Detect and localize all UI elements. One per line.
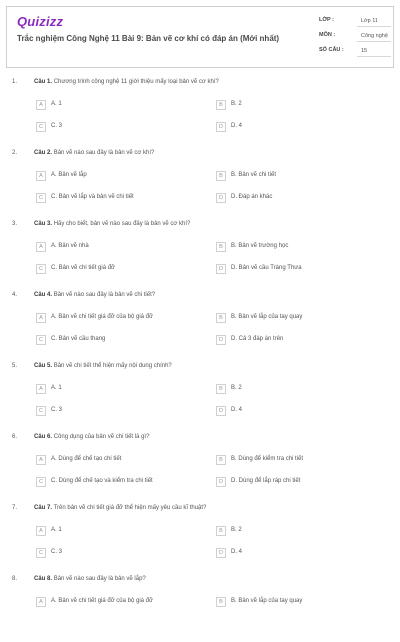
option-letter-box: C bbox=[36, 122, 46, 132]
option-text: D. 4 bbox=[231, 123, 243, 129]
option-letter-box: C bbox=[36, 477, 46, 487]
option-letter-box: B bbox=[216, 455, 226, 465]
option-text: A. Bản vẽ chi tiết giá đỡ của bộ giá đỡ bbox=[51, 314, 153, 320]
question-text bbox=[34, 221, 374, 227]
option-text: B. Bản vẽ trường học bbox=[231, 243, 289, 249]
option-text: D. Dùng để lắp ráp chi tiết bbox=[231, 478, 301, 484]
question-text bbox=[34, 79, 374, 85]
option-text: C. 3 bbox=[51, 549, 63, 555]
option-text: C. 3 bbox=[51, 123, 63, 129]
option-text: D. Cả 3 đáp án trên bbox=[231, 336, 284, 342]
option-text: B. Bản vẽ chi tiết bbox=[231, 172, 277, 178]
option-text: A. 1 bbox=[51, 527, 62, 533]
question-label: Câu 3. bbox=[34, 221, 53, 227]
meta-label: MÔN : bbox=[319, 32, 336, 38]
option-letter-box: B bbox=[216, 526, 226, 536]
option-text: A. Dùng để chế tạo chi tiết bbox=[51, 456, 122, 462]
question-number: 7. bbox=[12, 505, 18, 511]
option-text: D. Đáp án khác bbox=[231, 194, 273, 200]
option-letter-box: A bbox=[36, 455, 46, 465]
question-label: Câu 6. bbox=[34, 434, 53, 440]
question-body: Công dụng của bản vẽ chi tiết là gì? bbox=[53, 434, 150, 440]
question-body: Bản vẽ nào sau đây là bản vẽ cơ khí? bbox=[53, 150, 155, 156]
question-text bbox=[34, 363, 374, 369]
option-text: D. 4 bbox=[231, 549, 243, 555]
question-number: 1. bbox=[12, 79, 18, 85]
option-letter-box: B bbox=[216, 171, 226, 181]
question-text bbox=[34, 505, 374, 511]
question-body: Chương trình công nghệ 11 giới thiệu mấy loại bản vẽ cơ khí? bbox=[53, 79, 219, 85]
meta-value-class: Lớp 11 bbox=[357, 16, 391, 27]
option-letter-box: D bbox=[216, 406, 226, 416]
question-label: Câu 4. bbox=[34, 292, 53, 298]
option-letter-box: D bbox=[216, 335, 226, 345]
option-letter-box: D bbox=[216, 477, 226, 487]
option-text: A. Bản vẽ nhà bbox=[51, 243, 89, 249]
option-text: C. Dùng để chế tạo và kiểm tra chi tiết bbox=[51, 478, 153, 484]
option-letter-box: A bbox=[36, 597, 46, 607]
meta-row-class bbox=[319, 15, 391, 30]
option-text: B. 2 bbox=[231, 385, 242, 391]
option-text: B. Bản vẽ lắp của tay quay bbox=[231, 598, 303, 604]
option-letter-box: B bbox=[216, 384, 226, 394]
option-letter-box: C bbox=[36, 264, 46, 274]
option-text: C. Bản vẽ chi tiết giá đỡ bbox=[51, 265, 115, 271]
question-list bbox=[0, 74, 400, 642]
meta-label: LỚP : bbox=[319, 17, 334, 23]
question-item bbox=[0, 429, 400, 500]
option-letter-box: A bbox=[36, 526, 46, 536]
question-text bbox=[34, 434, 374, 440]
option-text: A. 1 bbox=[51, 385, 62, 391]
question-item bbox=[0, 216, 400, 287]
option-text: D. 4 bbox=[231, 407, 243, 413]
option-letter-box: A bbox=[36, 384, 46, 394]
meta-row-subject bbox=[319, 30, 391, 45]
option-text: C. Bản vẽ cầu thang bbox=[51, 336, 106, 342]
option-letter-box: B bbox=[216, 313, 226, 323]
option-letter-box: D bbox=[216, 122, 226, 132]
option-text: C. 3 bbox=[51, 407, 63, 413]
question-body: Bản vẽ chi tiết thể hiện mấy nội dung chính? bbox=[53, 363, 172, 369]
question-number: 6. bbox=[12, 434, 18, 440]
document-header bbox=[6, 6, 394, 68]
question-label: Câu 5. bbox=[34, 363, 53, 369]
question-text bbox=[34, 576, 374, 582]
option-letter-box: C bbox=[36, 335, 46, 345]
option-text: D. Bản vẽ cầu Tràng Thưa bbox=[231, 265, 302, 271]
question-body: Bản vẽ nào sau đây là bản vẽ chi tiết? bbox=[53, 292, 156, 298]
question-item bbox=[0, 500, 400, 571]
option-letter-box: B bbox=[216, 100, 226, 110]
option-letter-box: C bbox=[36, 193, 46, 203]
question-text bbox=[34, 150, 374, 156]
option-text: B. 2 bbox=[231, 527, 242, 533]
option-letter-box: D bbox=[216, 264, 226, 274]
question-body: Bản vẽ nào sau đây là bản vẽ lắp? bbox=[53, 576, 146, 582]
meta-value-subject: Công nghệ bbox=[357, 31, 391, 42]
question-item bbox=[0, 145, 400, 216]
option-letter-box: A bbox=[36, 171, 46, 181]
question-item bbox=[0, 74, 400, 145]
question-label: Câu 7. bbox=[34, 505, 53, 511]
question-label: Câu 2. bbox=[34, 150, 53, 156]
option-letter-box: D bbox=[216, 193, 226, 203]
option-text: B. 2 bbox=[231, 101, 242, 107]
option-text: B. Bản vẽ lắp của tay quay bbox=[231, 314, 303, 320]
question-item bbox=[0, 358, 400, 429]
option-letter-box: B bbox=[216, 242, 226, 252]
option-text: A. Bản vẽ chi tiết giá đỡ của bộ giá đỡ bbox=[51, 598, 153, 604]
option-letter-box: B bbox=[216, 597, 226, 607]
option-text: B. Dùng để kiểm tra chi tiết bbox=[231, 456, 304, 462]
option-text: A. 1 bbox=[51, 101, 62, 107]
option-letter-box: A bbox=[36, 242, 46, 252]
question-number: 5. bbox=[12, 363, 18, 369]
meta-row-count bbox=[319, 45, 391, 60]
meta-info bbox=[319, 15, 391, 60]
meta-label: SỐ CÂU : bbox=[319, 47, 344, 53]
question-text bbox=[34, 292, 374, 298]
question-item bbox=[0, 571, 400, 642]
question-number: 2. bbox=[12, 150, 18, 156]
question-body: Trên bản vẽ chi tiết giá đỡ thể hiện mấy yêu cầu kĩ thuật? bbox=[53, 505, 207, 511]
option-text: C. Bản vẽ lắp và bản vẽ chi tiết bbox=[51, 194, 134, 200]
quizizz-logo: Quizizz bbox=[17, 14, 64, 29]
question-number: 4. bbox=[12, 292, 18, 298]
option-letter-box: A bbox=[36, 313, 46, 323]
option-letter-box: C bbox=[36, 548, 46, 558]
option-letter-box: D bbox=[216, 548, 226, 558]
document-title: Trắc nghiệm Công Nghệ 11 Bài 9: Bản vẽ cơ khí có đáp án (Mới nhất) bbox=[17, 34, 280, 43]
question-label: Câu 8. bbox=[34, 576, 53, 582]
meta-value-count: 15 bbox=[357, 46, 391, 57]
question-item bbox=[0, 287, 400, 358]
question-number: 3. bbox=[12, 221, 18, 227]
question-label: Câu 1. bbox=[34, 79, 53, 85]
question-number: 8. bbox=[12, 576, 18, 582]
question-body: Hãy cho biết, bản vẽ nào sau đây là bản vẽ cơ khí? bbox=[53, 221, 191, 227]
option-letter-box: C bbox=[36, 406, 46, 416]
option-letter-box: A bbox=[36, 100, 46, 110]
option-text: A. Bản vẽ lắp bbox=[51, 172, 87, 178]
